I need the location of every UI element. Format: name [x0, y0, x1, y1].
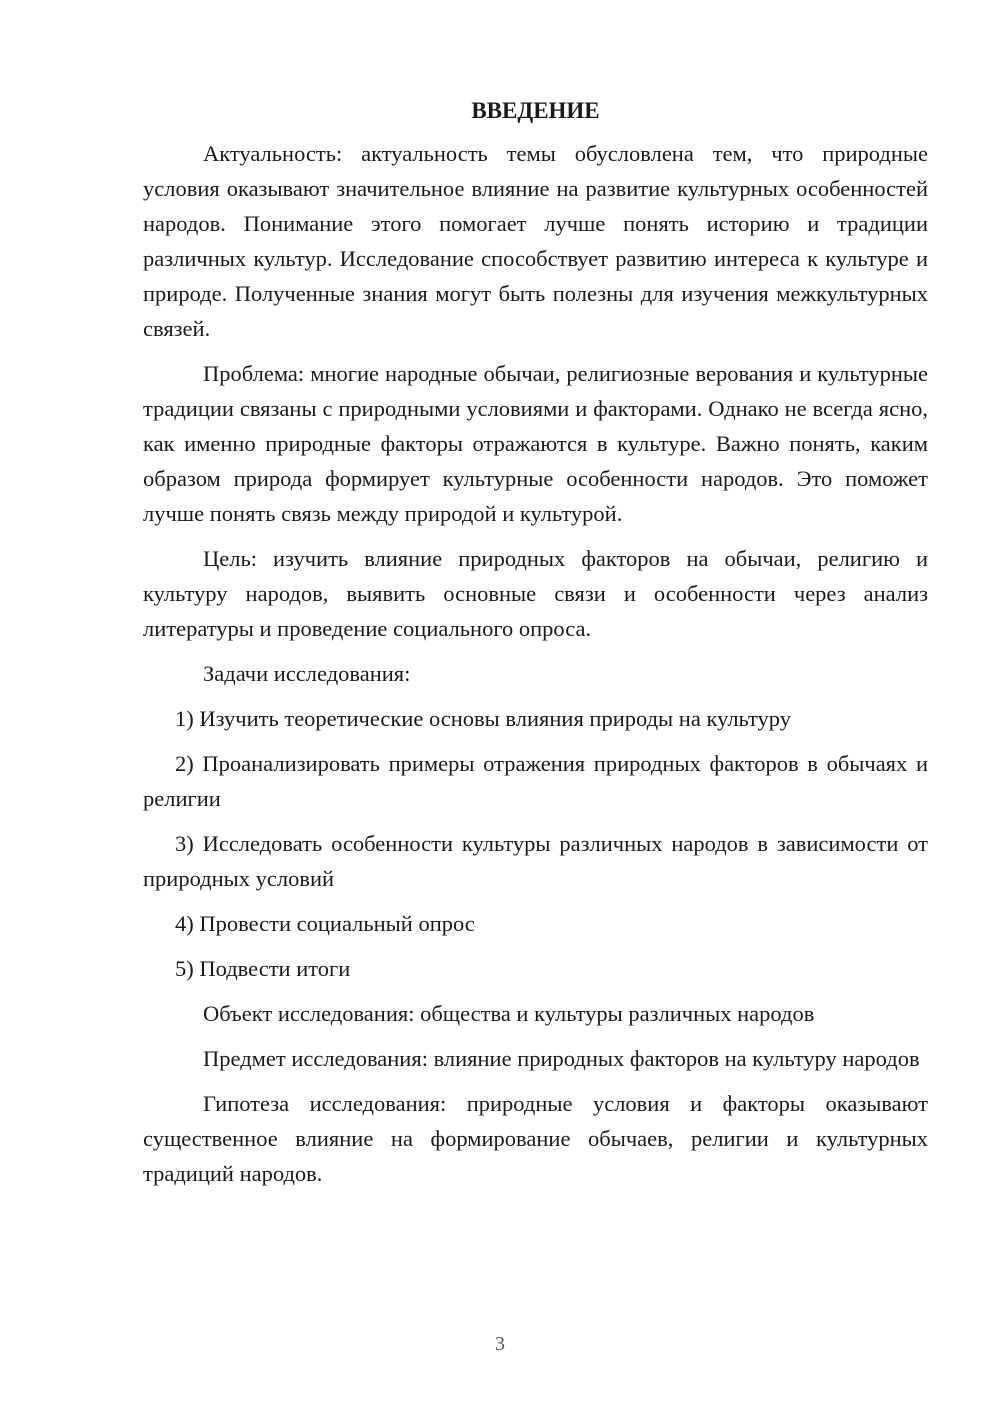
task-item-2: 2) Проанализировать примеры отражения природных факторов в обычаях и религии — [143, 751, 928, 811]
page-title: ВВЕДЕНИЕ — [471, 98, 600, 123]
page-content — [143, 93, 928, 1201]
page-number: 3 — [495, 1333, 505, 1355]
task-item-5: 5) Подвести итоги — [175, 956, 351, 981]
hypothesis-paragraph: Гипотеза исследования: природные условия и факторы оказывают существенное влияние на формирование обычаев, религии и культурных традиций народов. — [143, 1091, 928, 1186]
object-paragraph: Объект исследования: общества и культуры различных народов — [203, 1001, 815, 1026]
task-item-4: 4) Провести социальный опрос — [175, 911, 475, 936]
task-item-3: 3) Исследовать особенности культуры различных народов в зависимости от природных условий — [143, 831, 928, 891]
task-item-1: 1) Изучить теоретические основы влияния природы на культуру — [175, 706, 791, 731]
relevance-paragraph: Актуальность: актуальность темы обусловлена тем, что природные условия оказывают значительное влияние на развитие культурных особенностей народов. Понимание этого помогает лучше понять историю и традиции различных культур. Исследование способствует развитию интереса к культуре и природе. Полученные знания могут быть полезны для изучения межкультурных связей. — [143, 141, 928, 341]
problem-paragraph: Проблема: многие народные обычаи, религиозные верования и культурные традиции связаны с природными условиями и факторами. Однако не всегда ясно, как именно природные факторы отражаются в культуре. Важно понять, каким образом природа формирует культурные особенности народов. Это поможет лучше понять связь между природой и культурой. — [143, 361, 928, 526]
subject-paragraph: Предмет исследования: влияние природных факторов на культуру народов — [203, 1046, 920, 1071]
tasks-title: Задачи исследования: — [203, 661, 411, 686]
goal-paragraph: Цель: изучить влияние природных факторов на обычаи, религию и культуру народов, выявить основные связи и особенности через анализ литературы и проведение социального опроса. — [143, 546, 928, 641]
